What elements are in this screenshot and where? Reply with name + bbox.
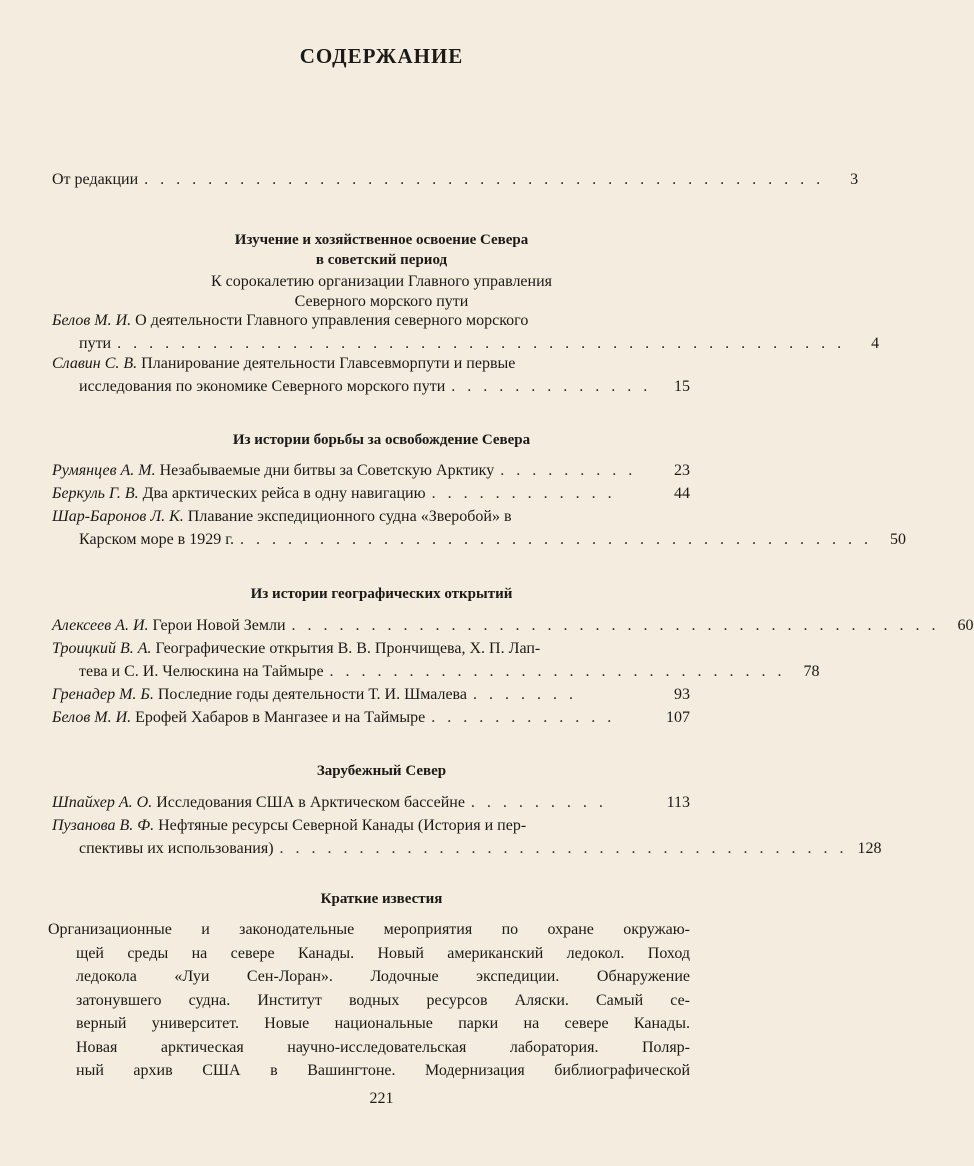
section-heading-2: Из истории борьбы за освобождение Севера: [232, 432, 531, 448]
section-heading-3: Из истории географических открытий: [250, 586, 513, 602]
paragraph-line: щей среды на севере Канады. Новый американский ледокол. Поход: [76, 944, 690, 962]
entry-title: Плавание экспедиционного судна «Зверобой» в: [187, 508, 512, 525]
entry-title-cont: исследования по экономике Северного морского пути: [79, 378, 446, 395]
entry-page: 93: [674, 686, 690, 703]
dot-leader: . . . . . . . . . . . . . . . . . . . . . . . . . . . . .: [329, 663, 786, 680]
entry-page: 113: [666, 794, 690, 811]
entry-author: Гренадер М. Б.: [52, 686, 154, 703]
entry-label: От редакции: [52, 171, 139, 188]
entry-title: Нефтяные ресурсы Северной Канады (История и пер-: [158, 817, 527, 834]
dot-leader: . . . . . . . . . . . . . . . . . . . . . . . . . . . . . . . . . . . . . . . . .: [291, 617, 940, 634]
entry-title-cont: спективы их использования): [79, 840, 274, 857]
entry-title: Незабываемые дни битвы за Советскую Арктику: [159, 462, 495, 479]
dot-leader: . . . . . . . . .: [470, 794, 607, 811]
subsection-line: К сорокалетию организации Главного управления: [210, 273, 553, 290]
toc-entry: [52, 459, 690, 482]
dot-leader: . . . . . . . . . . . . . . . . . . . . . . . . . . . . . . . . . . . . . . . .: [239, 531, 872, 548]
section-heading-1: [0, 230, 763, 270]
entry-title: Ерофей Хабаров в Мангазее и на Таймыре: [135, 709, 426, 726]
dot-leader: . . . . . . . . . . . .: [431, 485, 616, 502]
section-heading-4: Зарубежный Север: [316, 763, 447, 779]
paragraph-line: верный университет. Новые национальные парки на севере Канады.: [76, 1015, 690, 1032]
entry-author: Шпайхер А. О.: [52, 794, 153, 811]
entry-title-cont: тева и С. И. Челюскина на Таймыре: [79, 663, 324, 680]
entry-page: 128: [857, 840, 882, 857]
entry-title: О деятельности Главного управления северного морского: [135, 312, 529, 329]
paragraph-line: ледокола «Луи Сен-Лоран». Лодочные экспедиции. Обнаружение: [76, 968, 690, 985]
entry-title: Исследования США в Арктическом бассейне: [156, 794, 465, 811]
entry-page: 23: [674, 462, 690, 479]
entry-page: 78: [803, 663, 820, 680]
entry-page: 44: [674, 485, 690, 502]
entry-author: Пузанова В. Ф.: [52, 817, 155, 834]
entry-author: Алексеев А. И.: [52, 617, 149, 634]
toc-entry: [52, 505, 906, 551]
dot-leader: . . . . . . . . . . . . . . . . . . . . . . . . . . . . . . . . . . . .: [279, 840, 848, 857]
entry-page: 3: [850, 171, 859, 188]
entry-title: Географические открытия В. В. Прончищева, Х. П. Лап-: [155, 640, 541, 657]
paragraph-line: ный архив США в Вашингтоне. Модернизация библиографической: [76, 1062, 690, 1079]
entry-author: Троицкий В. А.: [52, 640, 152, 657]
entry-page: 15: [674, 378, 690, 395]
toc-entry-intro: [52, 168, 859, 191]
subsection-line: Северного морского пути: [294, 293, 469, 310]
toc-entry: [52, 614, 974, 637]
entry-title-cont: Карском море в 1929 г.: [79, 531, 234, 548]
entry-title: Планирование деятельности Главсевморпути и первые: [141, 355, 516, 372]
dot-leader: . . . . . . . . . . . .: [431, 709, 616, 726]
toc-entry: [52, 683, 690, 706]
entry-title: Последние годы деятельности Т. И. Шмалева: [157, 686, 467, 703]
toc-entry: [52, 706, 690, 729]
entry-title: Герои Новой Земли: [152, 617, 286, 634]
entry-page: 4: [871, 335, 880, 352]
paragraph-line: затонувшего судна. Институт водных ресурсов Аляски. Самый се-: [76, 991, 690, 1009]
entry-author: Белов М. И.: [52, 312, 132, 329]
section-heading-line: в советский период: [315, 252, 448, 268]
entry-page: 107: [666, 709, 690, 726]
page-number: 221: [369, 1090, 394, 1107]
toc-entry: [52, 637, 820, 683]
entry-page: 50: [889, 531, 906, 548]
entry-author: Белов М. И.: [52, 709, 132, 726]
news-paragraph: [48, 918, 690, 1083]
page-title: СОДЕРЖАНИЕ: [299, 44, 464, 68]
dot-leader: . . . . . . . . .: [500, 462, 637, 479]
entry-title: Два арктических рейса в одну навигацию: [142, 485, 426, 502]
toc-entry: [52, 352, 690, 398]
entry-author: Румянцев А. М.: [52, 462, 156, 479]
paragraph-line: Новая арктическая научно-исследовательская лаборатория. Поляр-: [76, 1038, 690, 1056]
paragraph-line: Организационные и законодательные мероприятия по охране окружаю-: [48, 921, 690, 938]
toc-entry: [52, 791, 690, 814]
entry-page: 60: [957, 617, 974, 634]
entry-title-cont: пути: [79, 335, 112, 352]
toc-entry: [52, 814, 882, 860]
dot-leader: . . . . . . . . . . . . . . . . . . . . . . . . . . . . . . . . . . . . . . . . . . .: [144, 171, 825, 188]
toc-entry: [52, 309, 880, 355]
dot-leader: . . . . . . . . . . . . . . . . . . . . . . . . . . . . . . . . . . . . . . . . . . . . . .: [117, 335, 846, 352]
section-heading-5: Краткие известия: [320, 891, 443, 907]
dot-leader: . . . . . . . . . . . . .: [451, 378, 652, 395]
dot-leader: . . . . . . .: [473, 686, 577, 703]
section-heading-line: Изучение и хозяйственное освоение Севера: [234, 232, 529, 248]
entry-author: Шар-Баронов Л. К.: [52, 508, 184, 525]
toc-entry: [52, 482, 690, 505]
subsection-heading: [0, 272, 763, 312]
entry-author: Славин С. В.: [52, 355, 138, 372]
entry-author: Беркуль Г. В.: [52, 485, 139, 502]
